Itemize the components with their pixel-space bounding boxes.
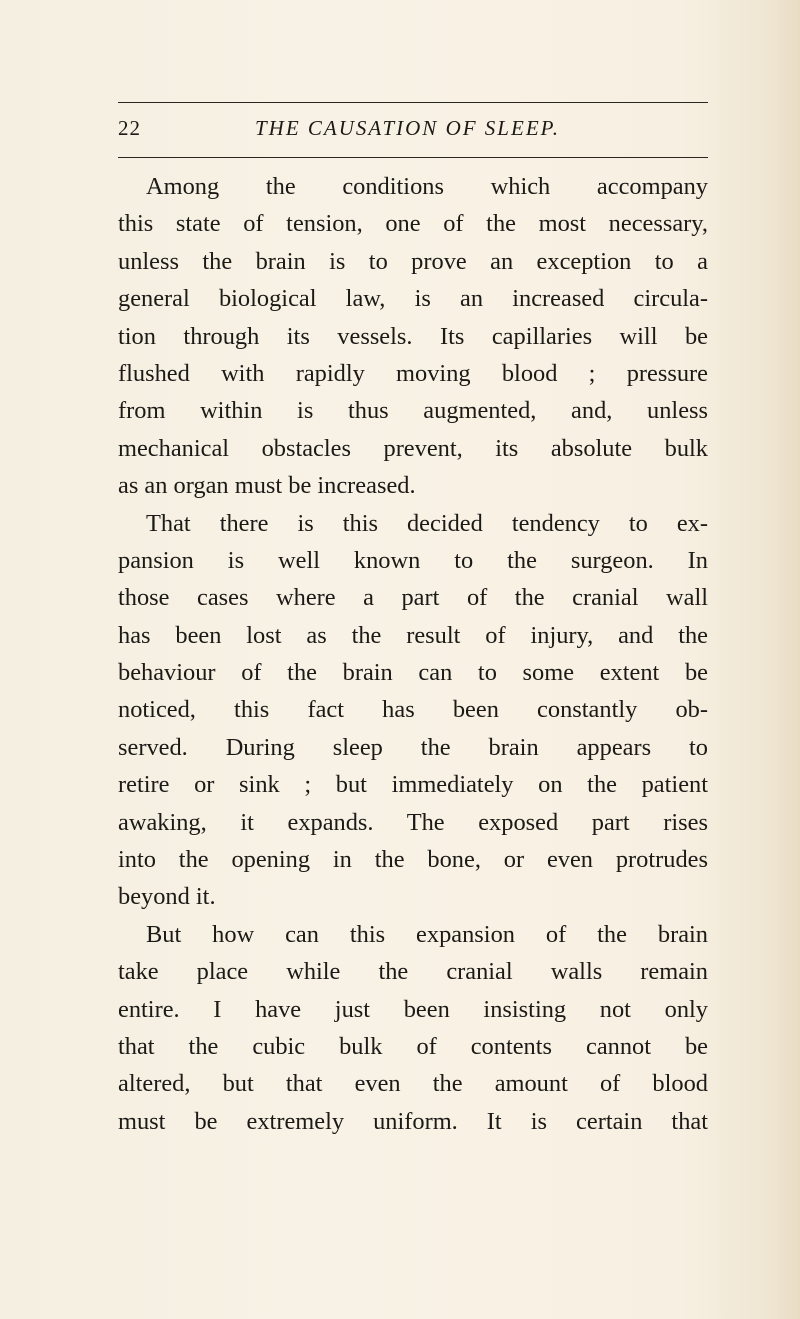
running-title: THE CAUSATION OF SLEEP.	[255, 116, 561, 140]
text-line: awaking, it expands. The exposed part rises	[118, 808, 708, 836]
text-line: this state of tension, one of the most necessary,	[118, 210, 708, 238]
text-line: general biological law, is an increased circula-	[118, 285, 708, 313]
text-line: served. During sleep the brain appears to	[118, 733, 708, 761]
running-header	[118, 112, 708, 146]
text-line: flushed with rapidly moving blood ; pressure	[118, 359, 708, 387]
text-line: beyond it.	[118, 883, 216, 911]
text-line: as an organ must be increased.	[118, 472, 416, 500]
text-line: must be extremely uniform. It is certain that	[118, 1107, 708, 1135]
body-text	[118, 168, 708, 1140]
text-line: into the opening in the bone, or even protrudes	[118, 846, 708, 874]
page-number: 22	[118, 116, 141, 140]
text-line: from within is thus augmented, and, unless	[118, 397, 708, 425]
text-line: unless the brain is to prove an exception to a	[118, 247, 708, 275]
text-line: that the cubic bulk of contents cannot be	[118, 1032, 708, 1060]
text-line: entire. I have just been insisting not only	[118, 995, 708, 1023]
text-line: altered, but that even the amount of blood	[118, 1070, 708, 1098]
header-rule-top	[118, 102, 708, 103]
text-line: take place while the cranial walls remain	[118, 958, 708, 986]
header-rule-bottom	[118, 157, 708, 158]
text-line: tion through its vessels. Its capillaries will be	[118, 322, 708, 350]
text-line: has been lost as the result of injury, and the	[118, 621, 708, 649]
text-line: noticed, this fact has been constantly ob-	[118, 696, 708, 724]
text-line: retire or sink ; but immediately on the patient	[118, 771, 708, 799]
text-line: mechanical obstacles prevent, its absolute bulk	[118, 434, 708, 462]
text-line: But how can this expansion of the brain	[146, 920, 708, 948]
text-line: behaviour of the brain can to some extent be	[118, 659, 708, 687]
text-line: That there is this decided tendency to ex-	[146, 509, 708, 537]
text-line: those cases where a part of the cranial wall	[118, 584, 708, 612]
text-line: pansion is well known to the surgeon. In	[118, 546, 708, 574]
text-line: Among the conditions which accompany	[146, 173, 708, 200]
